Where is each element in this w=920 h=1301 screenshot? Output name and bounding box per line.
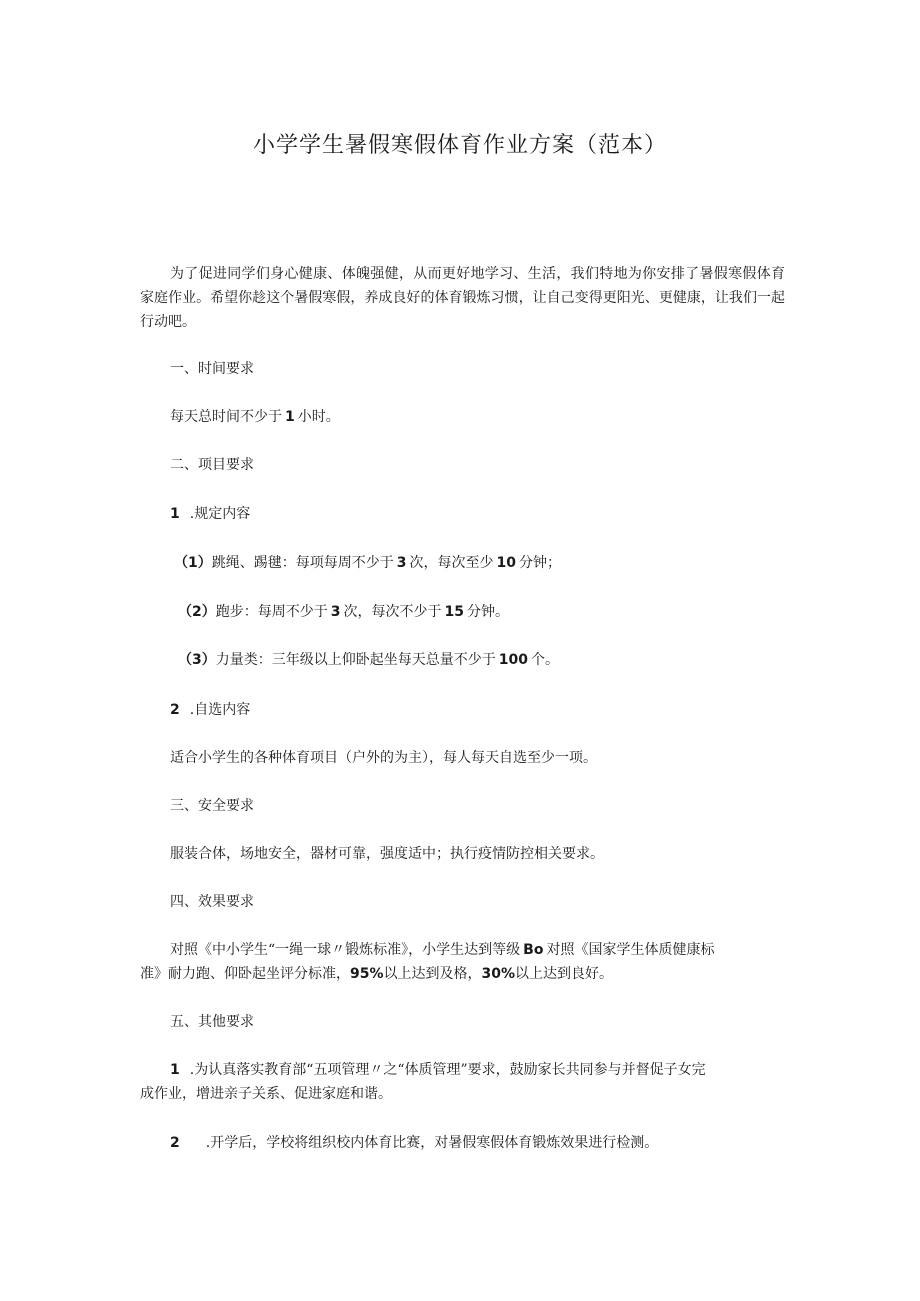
section-time-text: 每天总时间不少于 1 小时。 — [170, 409, 340, 425]
optional-content-text: 适合小学生的各种体育项目（户外的为主），每人每天自选至少一项。 — [170, 750, 597, 766]
required-item-2: （2）跑步：每周不少于 3 次，每次不少于 15 分钟。 — [178, 604, 509, 620]
section-effect-text-line1: 对照《中小学生“一绳一球〃锻炼标准》，小学生达到等级 Bo 对照《国家学生体质健康标 — [170, 942, 715, 958]
required-content-heading: 1 .规定内容 — [170, 506, 251, 522]
section-effect-text-line2: 准》耐力跑、仰卧起坐评分标准，95%以上达到及格，30%以上达到良好。 — [140, 966, 614, 982]
section-safety-heading: 三、安全要求 — [170, 798, 254, 814]
required-item-1: （1）跳绳、踢毽：每项每周不少于 3 次，每次至少 10 分钟； — [174, 555, 561, 571]
section-other-heading: 五、其他要求 — [170, 1014, 254, 1030]
required-item-3: （3）力量类：三年级以上仰卧起坐每天总量不少于 100 个。 — [178, 652, 559, 668]
section-safety-text: 服装合体，场地安全，器材可靠，强度适中；执行疫情防控相关要求。 — [170, 846, 604, 862]
other-item-1-line1: 1 .为认真落实教育部“五项管理〃之“体质管理”要求，鼓励家长共同参与并督促子女完 — [170, 1062, 706, 1078]
section-effect-heading: 四、效果要求 — [170, 894, 254, 910]
intro-paragraph: 为了促进同学们身心健康、体魄强健，从而更好地学习、生活，我们特地为你安排了暑假寒假体育家庭作业。希望你趁这个暑假寒假，养成良好的体育锻炼习惯，让自己变得更阳光、更健康，让我们一起行动吧。 — [140, 266, 785, 330]
section-items-heading: 二、项目要求 — [170, 457, 254, 473]
other-item-2: 2 .开学后，学校将组织校内体育比赛，对暑假寒假体育锻炼效果进行检测。 — [170, 1135, 659, 1151]
section-time-heading: 一、时间要求 — [170, 361, 254, 377]
other-item-1-line2: 成作业，增进亲子关系、促进家庭和谐。 — [140, 1086, 392, 1102]
optional-content-heading: 2 .自选内容 — [170, 702, 251, 718]
document-title: 小学学生暑假寒假体育作业方案（范本） — [252, 133, 667, 158]
